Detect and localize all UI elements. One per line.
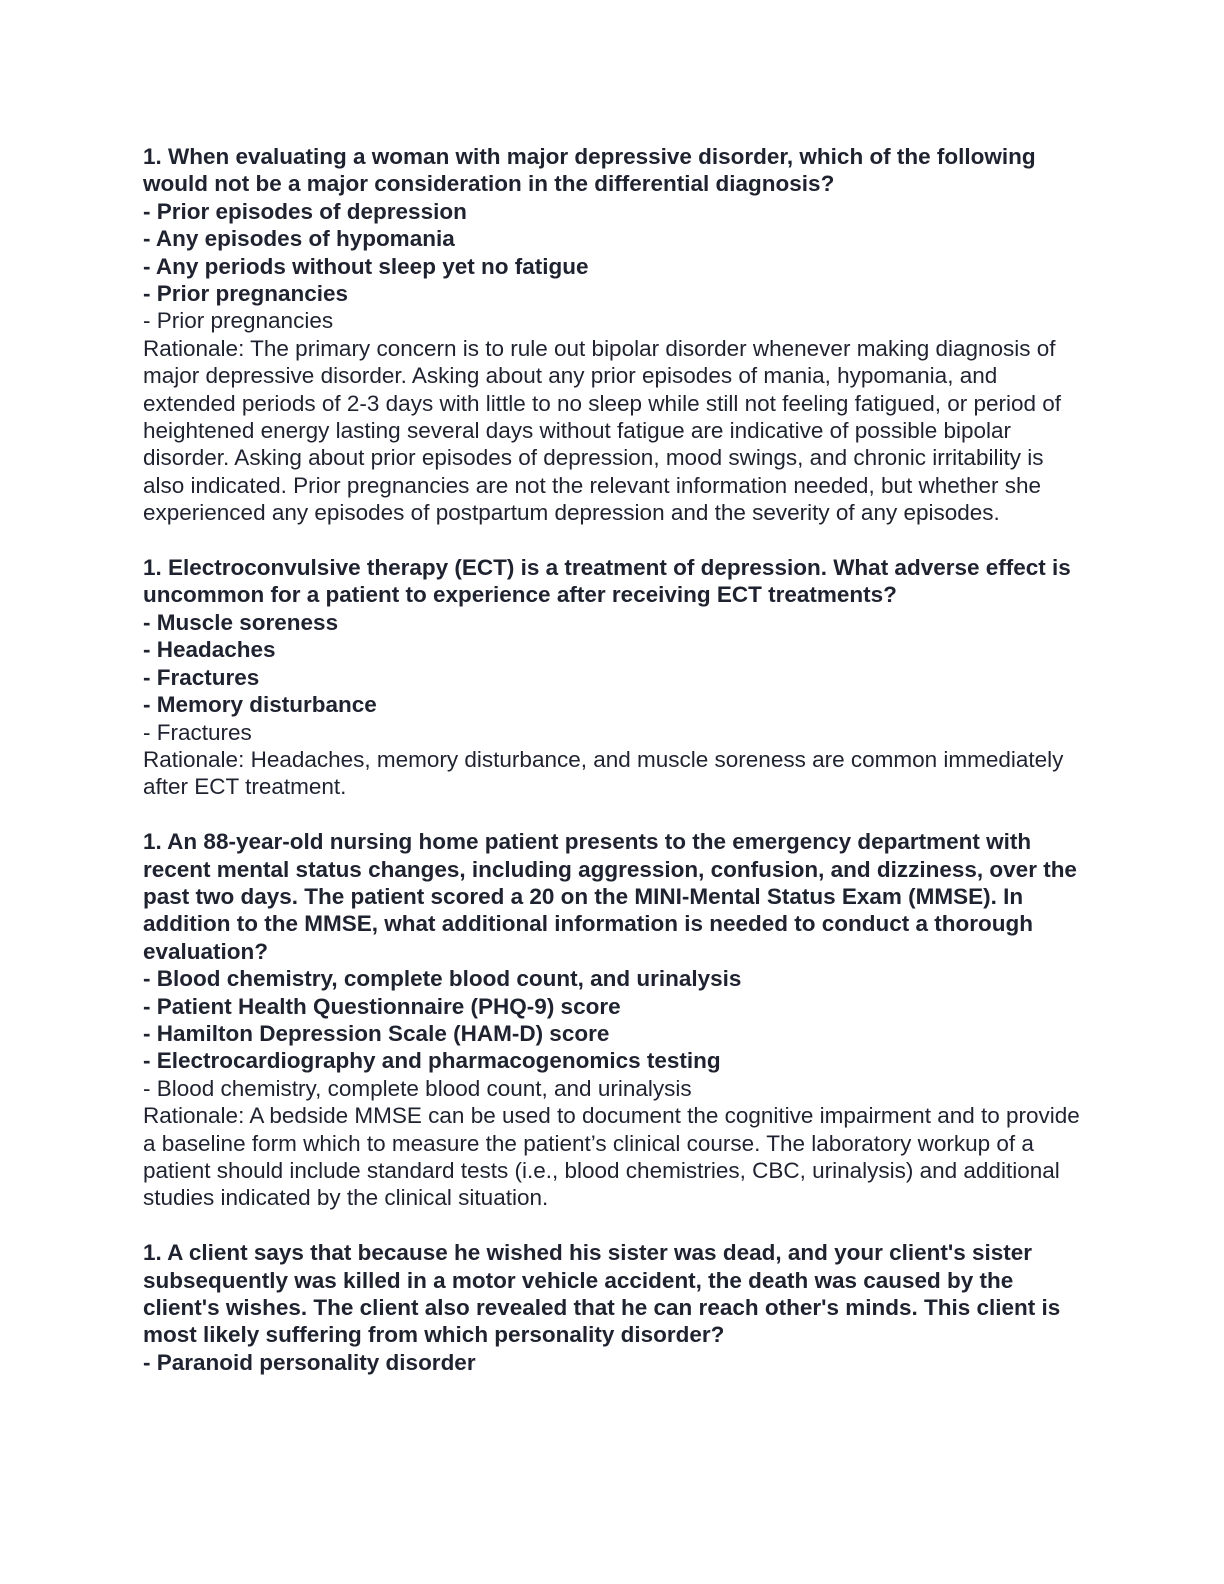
question-block-4 — [143, 1239, 1083, 1376]
question-text: 1. An 88-year-old nursing home patient presents to the emergency department with recent mental status changes, including aggression, confusion, and dizziness, over the past two days. The patient scored a 20 on the MINI-Mental Status Exam (MMSE). In addition to the MMSE, what additional information is needed to conduct a thorough evaluation? — [143, 829, 1077, 964]
answer-option: - Prior pregnancies — [143, 281, 349, 307]
correct-answer: - Prior pregnancies — [143, 308, 334, 334]
correct-answer: - Blood chemistry, complete blood count, and urinalysis — [143, 1075, 692, 1101]
question-block-3 — [143, 828, 1083, 1212]
answer-option: - Fractures — [143, 664, 260, 690]
correct-answer: - Fractures — [143, 719, 252, 745]
rationale-text: Rationale: Headaches, memory disturbance, and muscle soreness are common immediately after ECT treatment. — [143, 746, 1064, 800]
answer-option: - Electrocardiography and pharmacogenomics testing — [143, 1048, 721, 1074]
answer-option: - Muscle soreness — [143, 609, 339, 635]
question-text: 1. Electroconvulsive therapy (ECT) is a treatment of depression. What adverse effect is uncommon for a patient to experience after receiving ECT treatments? — [143, 555, 1071, 608]
answer-option: - Paranoid personality disorder — [143, 1349, 476, 1375]
question-block-2 — [143, 554, 1083, 801]
answer-option: - Hamilton Depression Scale (HAM-D) score — [143, 1020, 610, 1046]
question-block-1 — [143, 143, 1083, 527]
question-text: 1. A client says that because he wished his sister was dead, and your client's sister subsequently was killed in a motor vehicle accident, the death was caused by the client's wishes. The client also revealed that he can reach other's minds. This client is most likely suffering from which personality disorder? — [143, 1240, 1061, 1348]
rationale-text: Rationale: The primary concern is to rule out bipolar disorder whenever making diagnosis of major depressive disorder. Asking about any prior episodes of mania, hypomania, and extended periods of 2-3 days with little to no sleep while still not feeling fatigued, or period of heightened energy lasting several days without fatigue are indicative of possible bipolar disorder. Asking about prior episodes of depression, mood swings, and chronic irritability is also indicated. Prior pregnancies are not the relevant information needed, but whether she experienced any episodes of postpartum depression and the severity of any episodes. — [143, 335, 1062, 526]
rationale-text: Rationale: A bedside MMSE can be used to document the cognitive impairment and to provide a baseline form which to measure the patient’s clinical course. The laboratory workup of a patient should include standard tests (i.e., blood chemistries, CBC, urinalysis) and additional studies indicated by the clinical situation. — [143, 1103, 1080, 1211]
answer-option: - Prior episodes of depression — [143, 198, 467, 224]
question-text: 1. When evaluating a woman with major depressive disorder, which of the following would not be a major consideration in the differential diagnosis? — [143, 144, 1036, 197]
answer-option: - Patient Health Questionnaire (PHQ-9) score — [143, 993, 621, 1019]
answer-option: - Any episodes of hypomania — [143, 226, 455, 252]
answer-option: - Memory disturbance — [143, 692, 377, 718]
document-page — [143, 143, 1083, 1376]
answer-option: - Blood chemistry, complete blood count, and urinalysis — [143, 966, 742, 992]
answer-option: - Any periods without sleep yet no fatigue — [143, 253, 589, 279]
answer-option: - Headaches — [143, 637, 276, 663]
